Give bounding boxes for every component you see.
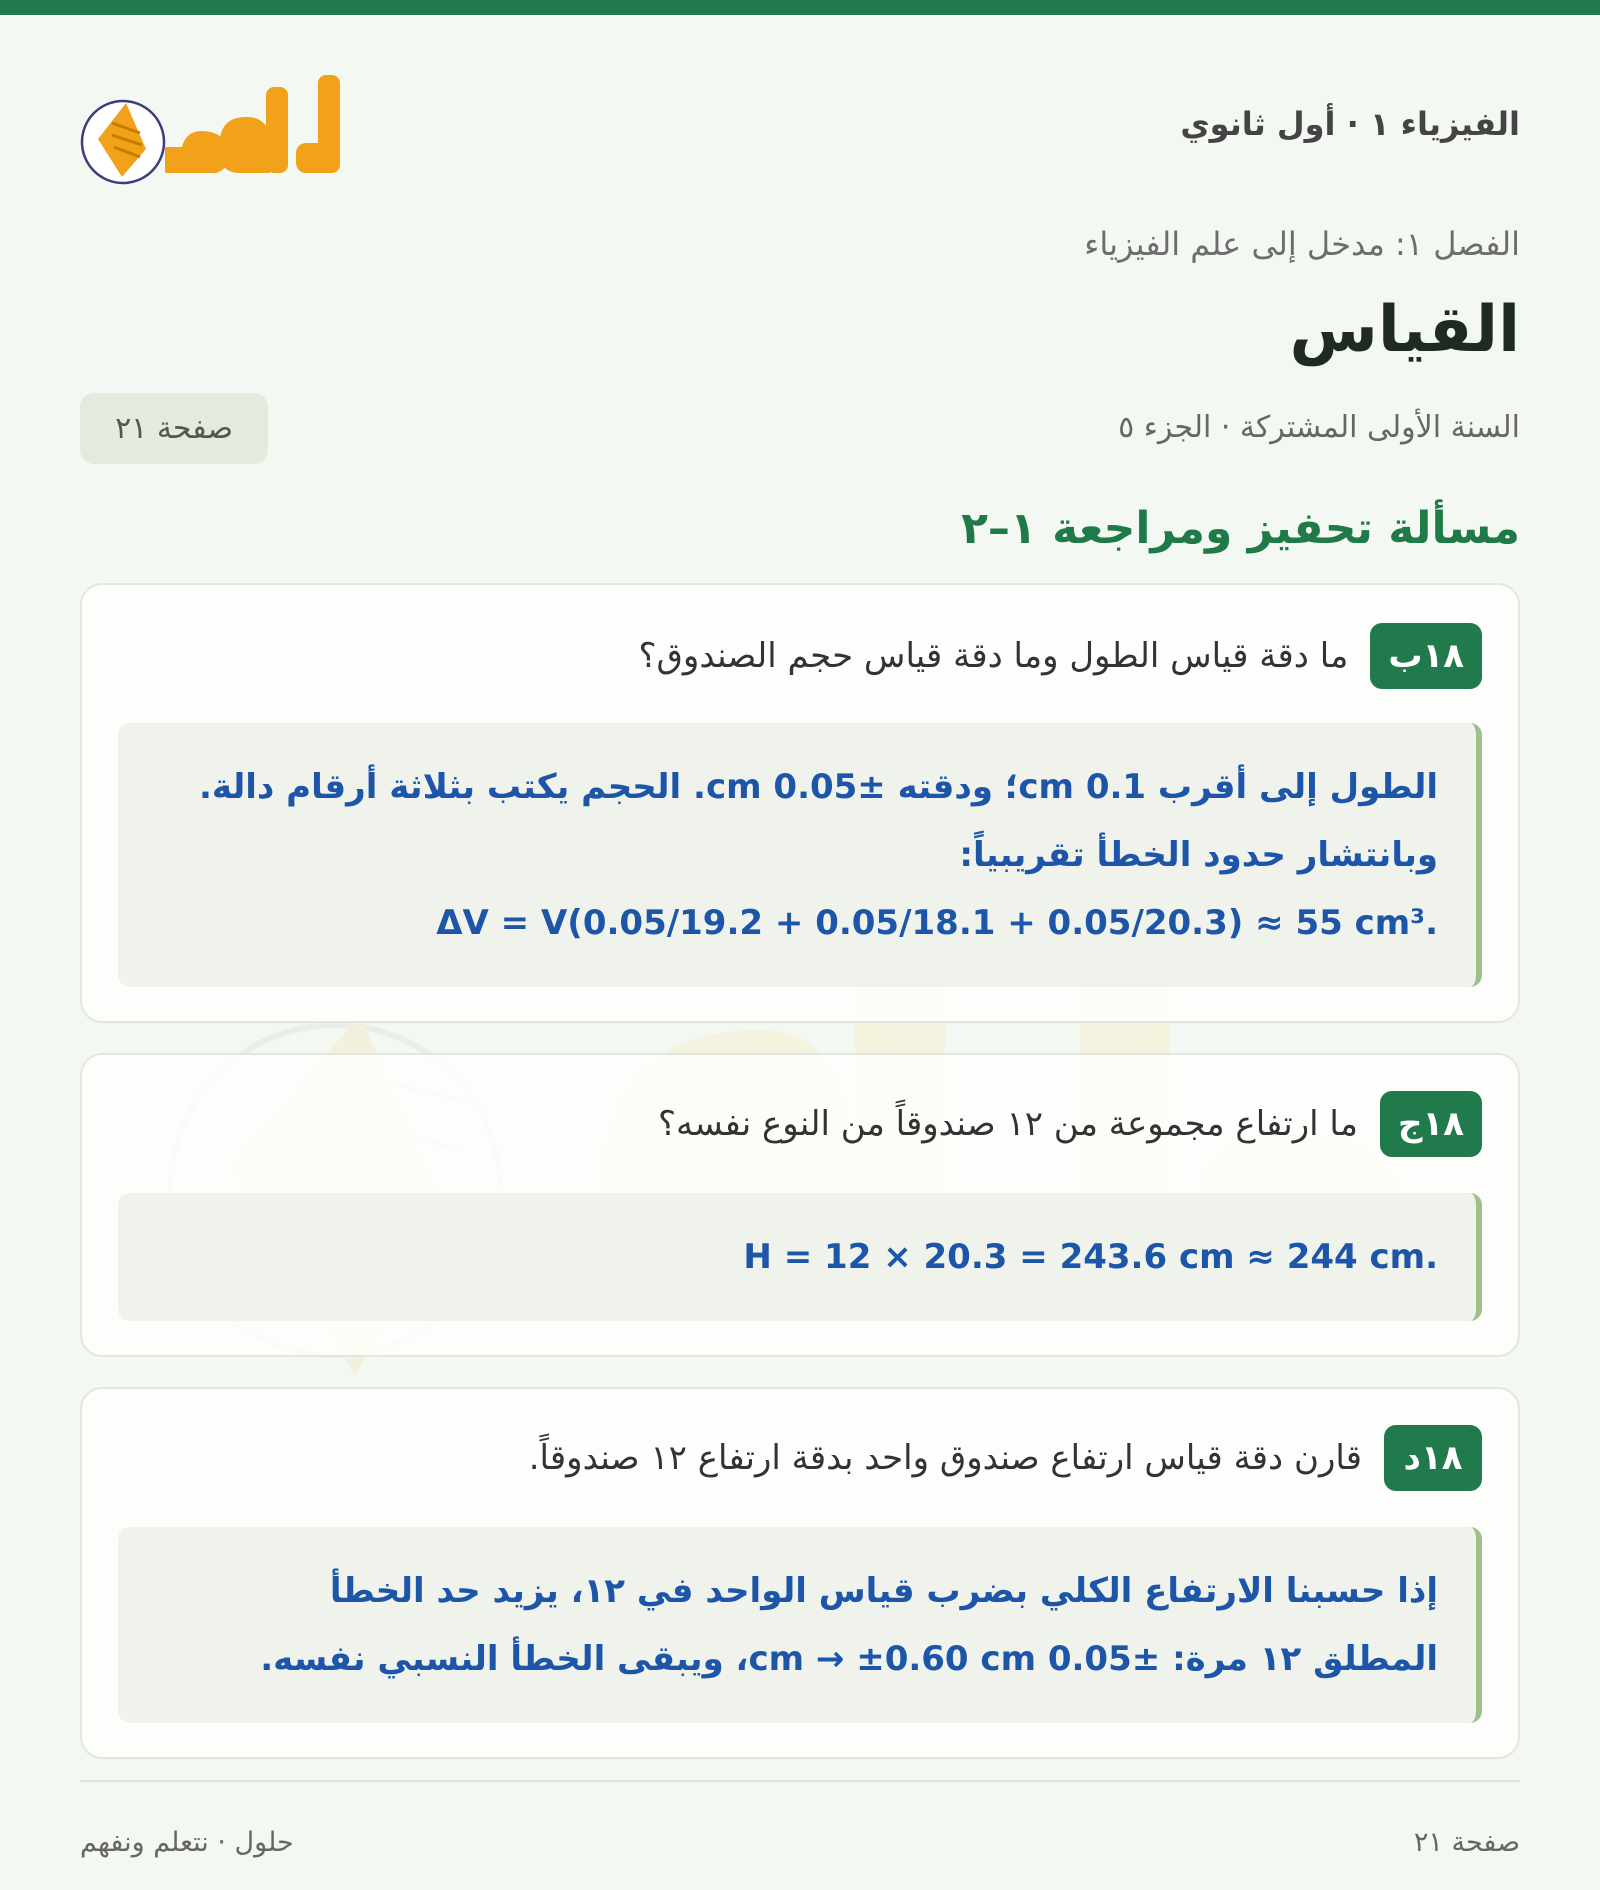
question-text: قارن دقة قياس ارتفاع صندوق واحد بدقة ارتفاع ١٢ صندوقاً. <box>528 1438 1362 1478</box>
question-badge: ١٨ج <box>1380 1091 1482 1157</box>
page-content <box>80 15 1520 1858</box>
question-badge: ١٨د <box>1384 1425 1482 1491</box>
answer-line: وبانتشار حدود الخطأ تقريبياً: <box>959 835 1438 875</box>
answer-line: إذا حسبنا الارتفاع الكلي بضرب قياس الواحد في ١٢، يزيد حد الخطأ <box>329 1571 1438 1611</box>
top-accent-bar <box>0 0 1600 15</box>
question-card-18d <box>80 1387 1520 1759</box>
answer-box <box>118 1193 1482 1321</box>
lesson-meta: السنة الأولى المشتركة · الجزء ٥ <box>1118 410 1520 445</box>
footer-divider <box>80 1780 1520 1782</box>
formula-text: H = 12 × 20.3 = 243.6 cm ≈ 244 cm. <box>743 1237 1438 1277</box>
formula-text: ΔV = V(0.05/19.2 + 0.05/18.1 + 0.05/20.3) ≈ 55 cm³. <box>436 903 1438 943</box>
question-row <box>638 623 1482 689</box>
answer-box <box>118 723 1482 987</box>
answer-line: المطلق ١٢ مرة: ±0.05 cm → ±0.60 cm، ويبقى الخطأ النسبي نفسه. <box>260 1639 1438 1679</box>
answer-line: الطول إلى أقرب 0.1 cm؛ ودقته ±0.05 cm. الحجم يكتب بثلاثة أرقام دالة. <box>198 767 1438 807</box>
chapter-label: الفصل ١: مدخل إلى علم الفيزياء <box>1084 225 1520 263</box>
section-title: مسألة تحفيز ومراجعة ١–٢ <box>961 503 1520 554</box>
footer-page-number: صفحة ٢١ <box>1413 1827 1520 1858</box>
answer-formula <box>148 889 1438 957</box>
subject-title: الفيزياء ١ · أول ثانوي <box>1180 105 1520 143</box>
answer-formula <box>148 1223 1438 1291</box>
page-number-pill: صفحة ٢١ <box>80 393 268 464</box>
question-badge: ١٨ب <box>1370 623 1482 689</box>
lesson-title: القياس <box>1289 293 1520 367</box>
footer-tagline: حلول · نتعلم ونفهم <box>80 1827 294 1858</box>
question-text: ما دقة قياس الطول وما دقة قياس حجم الصندوق؟ <box>638 636 1349 676</box>
question-row <box>529 1425 1482 1491</box>
question-card-18c <box>80 1053 1520 1357</box>
page-header <box>80 15 1520 205</box>
question-text: ما ارتفاع مجموعة من ١٢ صندوقاً من النوع نفسه؟ <box>657 1104 1358 1144</box>
hulul-logo[interactable] <box>80 65 360 195</box>
question-row <box>658 1091 1482 1157</box>
question-card-18b <box>80 583 1520 1023</box>
answer-box <box>118 1527 1482 1723</box>
